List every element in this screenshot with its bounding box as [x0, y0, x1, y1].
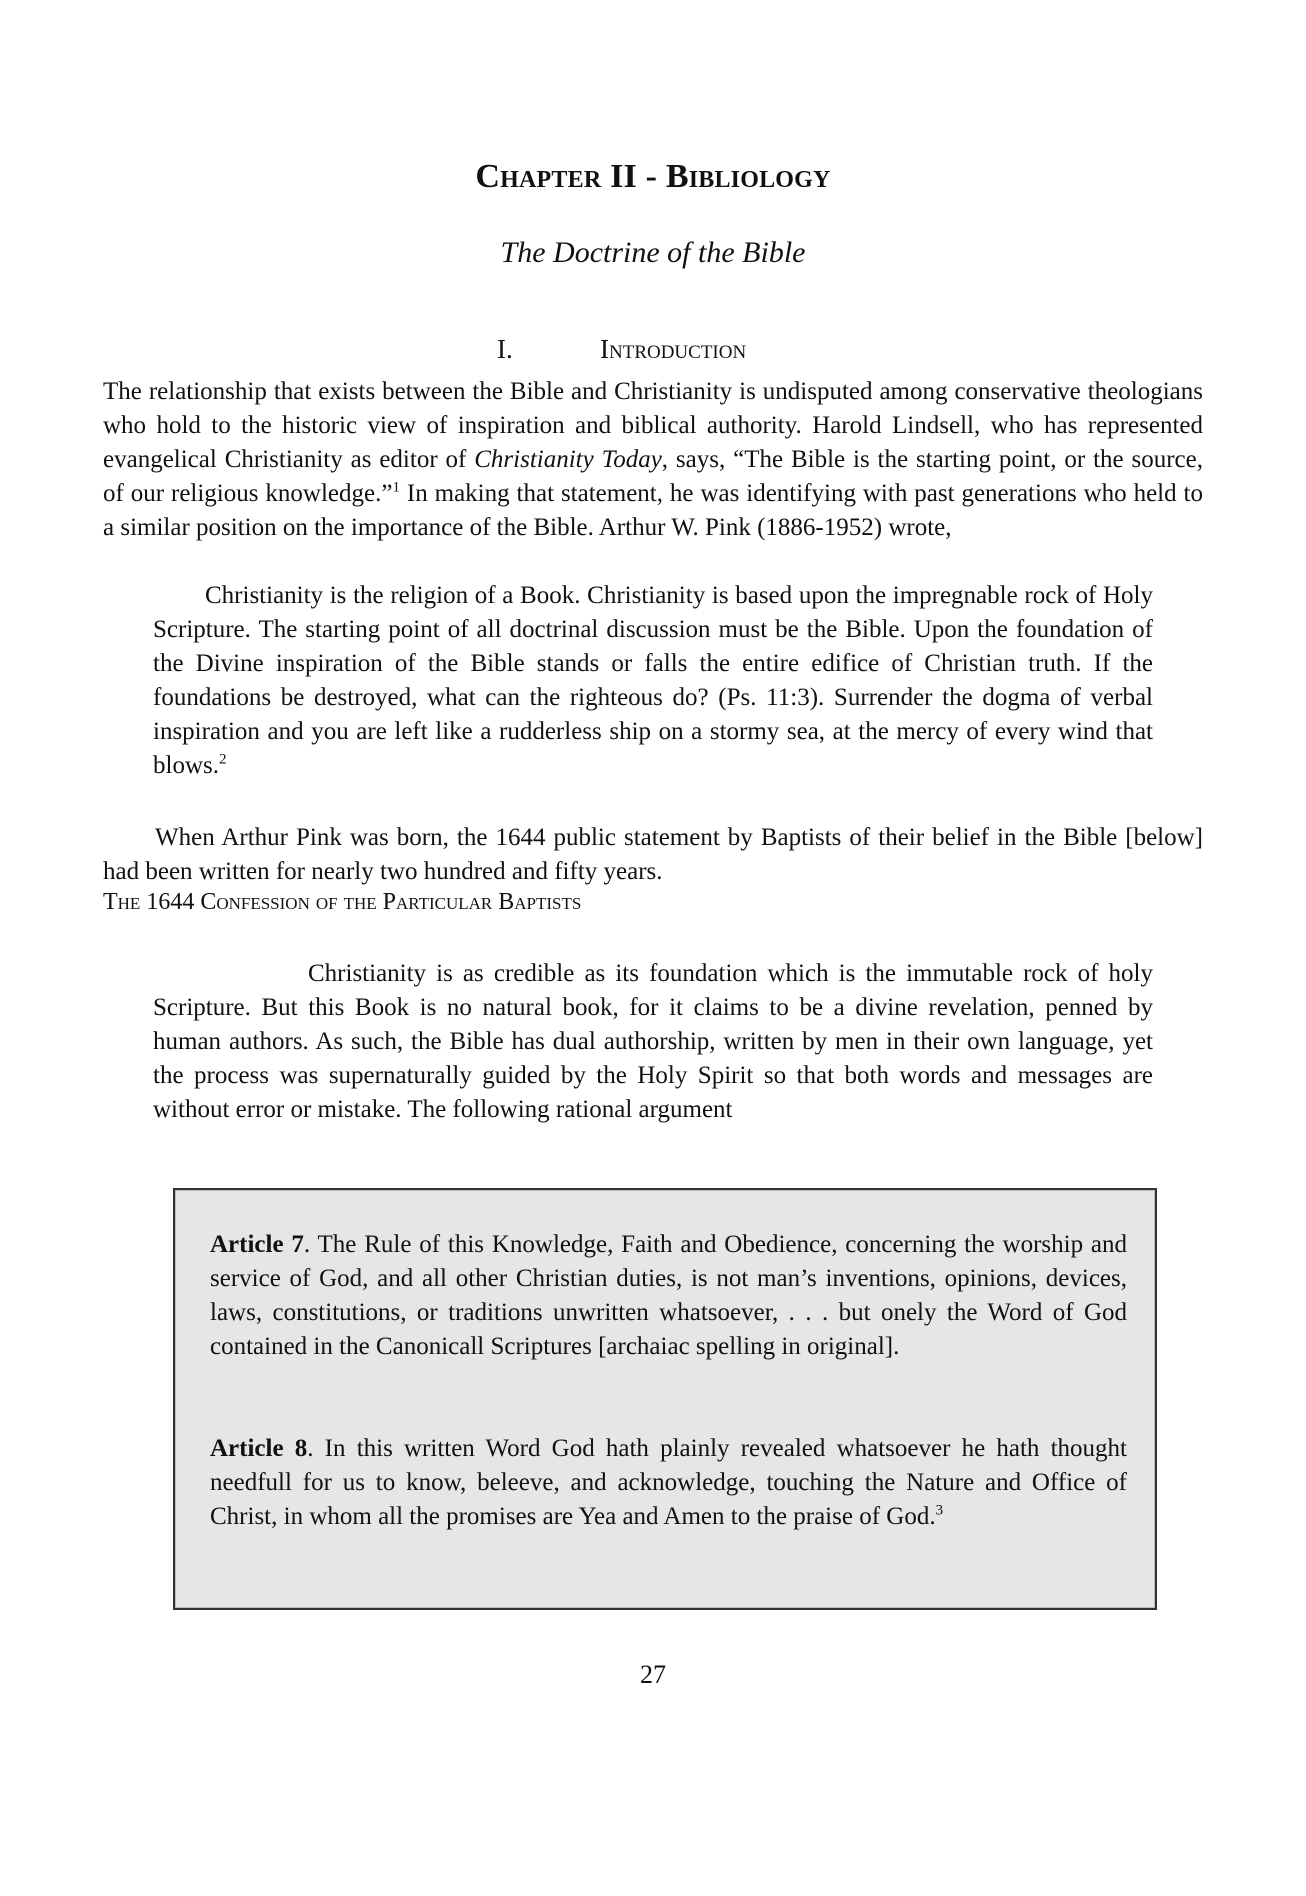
- publication-name: Christianity Today: [474, 446, 662, 473]
- article-8: [210, 1432, 1127, 1534]
- pink-quote-text: Christianity is the religion of a Book. Christianity is based upon the impregnable rock of Holy Scripture. The starting point of all doctrinal discussion must be the Bible. Upon the foundation of the Divine inspiration of the Bible stands or falls the entire edifice of Christian truth. If the foundations be destroyed, what can the righteous do? (Ps. 11:3). Surrender the dogma of verbal inspiration and you are left like a rudderless ship on a stormy sea, at the mercy of every wind that blows.: [153, 582, 1153, 779]
- transition-paragraph: When Arthur Pink was born, the 1644 public statement by Baptists of their belief in the Bible [below] had been written for nearly two hundred and fifty years.: [103, 824, 1203, 885]
- section-title: Introduction: [600, 334, 747, 364]
- footnote-ref: 1: [392, 479, 400, 496]
- footnote-ref: 3: [935, 1502, 944, 1519]
- block-quote-pink: [153, 579, 1153, 783]
- article-label: Article 8: [210, 1435, 308, 1462]
- footnote-ref: 2: [218, 751, 227, 768]
- credible-text: Christianity is as credible as its foundation which is the immutable rock of holy Scripture. But this Book is no natural book, for it claims to be a divine revelation, penned by human authors. As such, the Bible has dual authorship, written by men in their own language, yet the process was supernaturally guided by the Holy Spirit so that both words and messages are without error or mistake. The following rational argument: [153, 960, 1153, 1123]
- credible-paragraph: [153, 957, 1153, 1127]
- intro-text-2: , says, “The Bible is the starting point, or the source, of our religious knowledge.”: [103, 446, 1203, 507]
- page-number: 27: [640, 1660, 666, 1689]
- article-7: [210, 1228, 1127, 1364]
- section-number: I.: [497, 334, 513, 364]
- article-text: . The Rule of this Knowledge, Faith and Obedience, concerning the worship and service of God, and all other Christian duties, is not man’s inventions, opinions, devices, laws, constitutions, or traditions unwritten whatsoever, . . . but onely the Word of God contained in the Canonicall Scriptures [archaiac spelling in original].: [210, 1231, 1127, 1360]
- intro-text-1: The relationship that exists between the Bible and Christianity is undisputed among conservative theologians who hold to the historic view of inspiration and biblical authority. Harold Lindsell, who has represented evangelical Christianity as editor of: [103, 378, 1203, 473]
- intro-paragraph: [103, 375, 1203, 545]
- article-label: Article 7: [210, 1231, 304, 1258]
- intro-text-3: In making that statement, he was identifying with past generations who held to a similar position on the importance of the Bible. Arthur W. Pink (1886-1952) wrote,: [103, 480, 1203, 541]
- chapter-title: Chapter II - Bibliology: [475, 158, 831, 195]
- confession-articles-box: [173, 1188, 1157, 1610]
- confession-heading: The 1644 Confession of the Particular Baptists: [103, 889, 582, 915]
- chapter-subtitle: The Doctrine of the Bible: [500, 236, 806, 269]
- article-text: . In this written Word God hath plainly revealed whatsoever he hath thought needfull for us to know, beleeve, and acknowledge, touching the Nature and Office of Christ, in whom all the promises are Yea and Amen to the praise of God.: [210, 1435, 1127, 1530]
